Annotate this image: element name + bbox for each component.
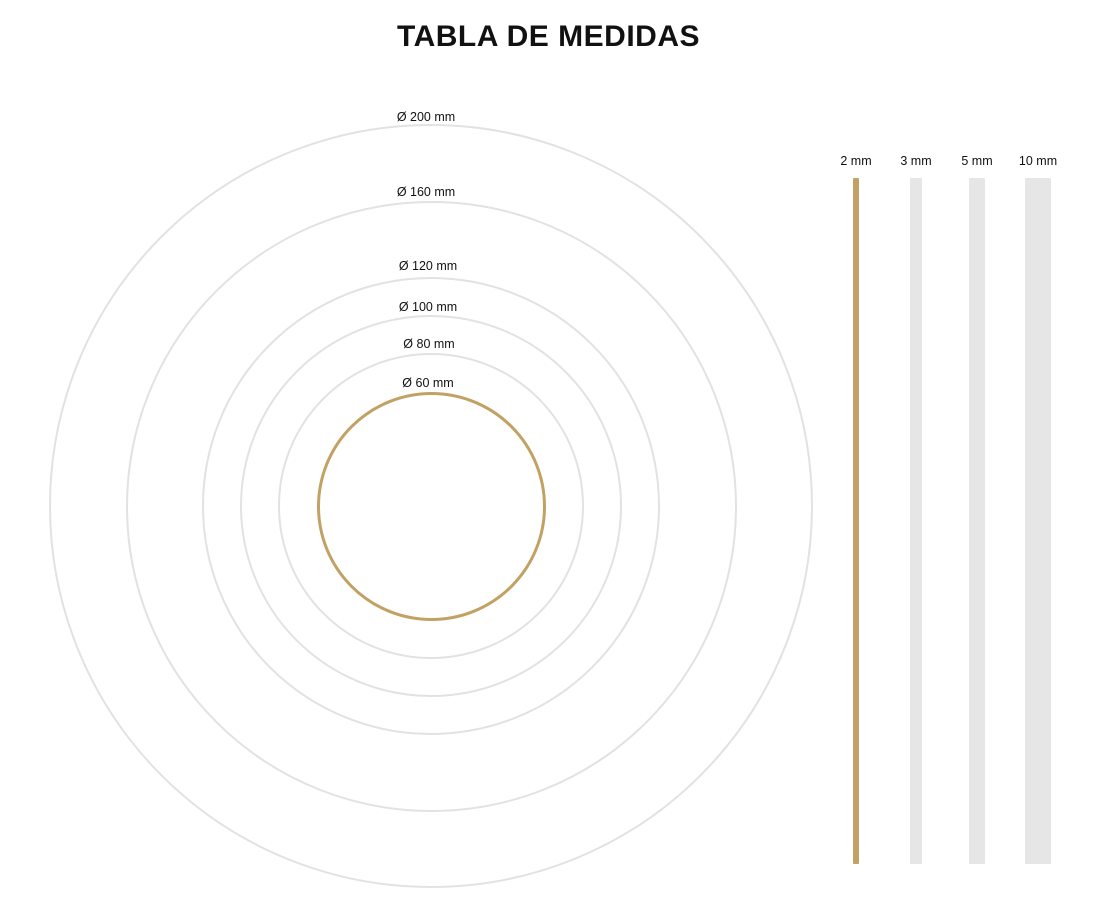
diameter-ring-label: Ø 80 mm	[403, 337, 455, 351]
thickness-bar	[853, 178, 859, 864]
thickness-bar-label: 5 mm	[961, 154, 993, 168]
diameter-ring	[317, 392, 546, 621]
diameter-ring-label: Ø 100 mm	[398, 300, 458, 314]
thickness-bar	[910, 178, 922, 864]
thickness-bar-label: 10 mm	[1018, 154, 1058, 168]
thickness-bar	[969, 178, 985, 864]
thickness-bars-group	[820, 0, 1097, 908]
diameter-ring-label: Ø 120 mm	[398, 259, 458, 273]
diameter-ring-label: Ø 200 mm	[396, 110, 456, 124]
thickness-bar	[1025, 178, 1051, 864]
diameter-ring-label: Ø 160 mm	[396, 185, 456, 199]
thickness-bar-label: 2 mm	[840, 154, 872, 168]
page-title: TABLA DE MEDIDAS	[397, 20, 700, 53]
thickness-bar-label: 3 mm	[900, 154, 932, 168]
diameter-ring-label: Ø 60 mm	[402, 376, 454, 390]
